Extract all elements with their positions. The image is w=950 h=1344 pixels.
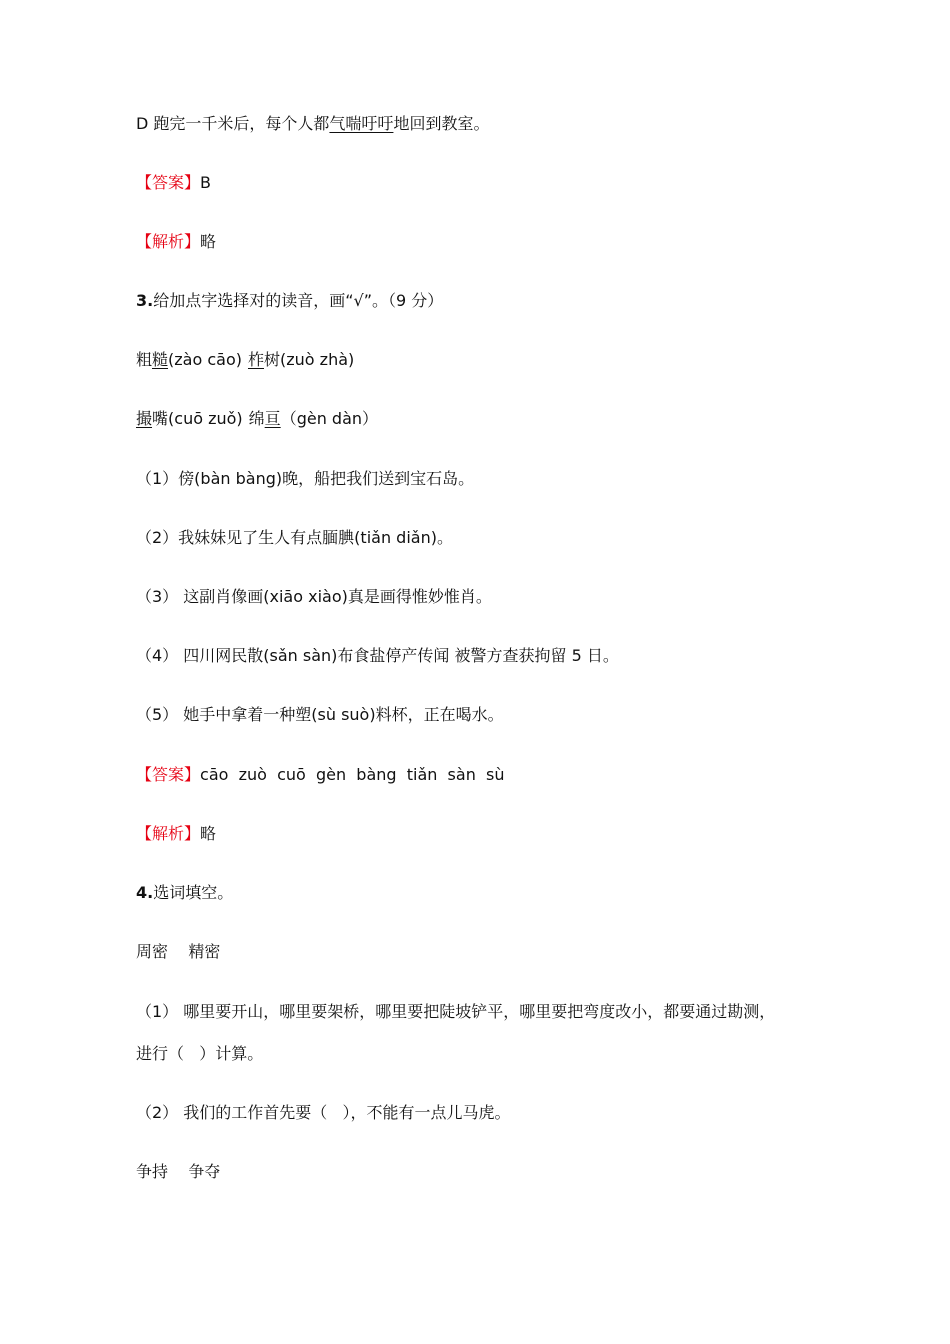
option-d-suffix: 地回到教室。	[393, 114, 490, 133]
word-char: 嘴	[152, 409, 169, 428]
q4-heading	[136, 882, 233, 904]
analysis-label: 【解析】	[136, 824, 201, 843]
q2-answer	[136, 172, 211, 194]
q3-analysis	[136, 823, 216, 845]
marked-char: 柞	[247, 350, 264, 369]
answer-label: 【答案】	[136, 765, 201, 784]
q3-words-line-1	[136, 349, 354, 371]
q4-item-2: （2） 我们的工作首先要（ ），不能有一点儿马虎。	[136, 1103, 511, 1122]
question-prompt: 选词填空。	[153, 883, 234, 902]
word-char: 绵	[248, 409, 265, 428]
marked-char: 糙	[152, 350, 169, 369]
q3-answer	[136, 764, 504, 786]
analysis-label: 【解析】	[136, 232, 201, 251]
marked-char: 亘	[264, 409, 281, 428]
q3-heading	[136, 290, 443, 312]
q3-words-line-2	[136, 408, 378, 430]
marked-char: 撮	[136, 409, 153, 428]
pinyin-options: (cuō zuǒ)	[168, 409, 243, 428]
answer-value: cāo zuò cuō gèn bàng tiǎn sàn sù	[200, 765, 505, 784]
word-char: 粗	[136, 350, 153, 369]
analysis-value: 略	[200, 232, 217, 251]
q3-sentence: （4） 四川网民散(sǎn sàn)布食盐停产传闻 被警方查获拘留 5 日。	[136, 646, 619, 665]
q4-word-group-2: 争持 争夺	[136, 1162, 221, 1181]
question-number: 4.	[136, 883, 154, 902]
answer-label: 【答案】	[136, 173, 201, 192]
q4-word-group-1: 周密 精密	[136, 942, 221, 961]
option-d-underlined-word: 气喘吁吁	[329, 114, 394, 133]
question-number: 3.	[136, 291, 154, 310]
pinyin-options: (zuò zhà)	[280, 350, 355, 369]
q2-option-d	[136, 113, 489, 135]
pinyin-options: （gèn dàn）	[280, 409, 379, 428]
pinyin-options: (zào cāo)	[168, 350, 242, 369]
q3-sentence: （2）我妹妹见了生人有点腼腆(tiǎn diǎn)。	[136, 528, 453, 547]
q2-analysis	[136, 231, 216, 253]
q3-sentence: （5） 她手中拿着一种塑(sù suò)料杯，正在喝水。	[136, 705, 504, 724]
q3-sentence: （1）傍(bàn bàng)晚，船把我们送到宝石岛。	[136, 469, 475, 488]
analysis-value: 略	[200, 824, 217, 843]
q4-item-1-line-2: 进行（ ）计算。	[136, 1044, 264, 1063]
q4-item-1-line-1: （1） 哪里要开山，哪里要架桥，哪里要把陡坡铲平，哪里要把弯度改小，都要通过勘测，	[136, 1002, 776, 1021]
q3-sentence: （3） 这副肖像画(xiāo xiào)真是画得惟妙惟肖。	[136, 587, 492, 606]
question-prompt: 给加点字选择对的读音，画“√”。（9 分）	[153, 291, 444, 310]
answer-value: B	[200, 173, 211, 192]
option-d-prefix: D 跑完一千米后，每个人都	[136, 114, 330, 133]
word-char: 树	[264, 350, 281, 369]
